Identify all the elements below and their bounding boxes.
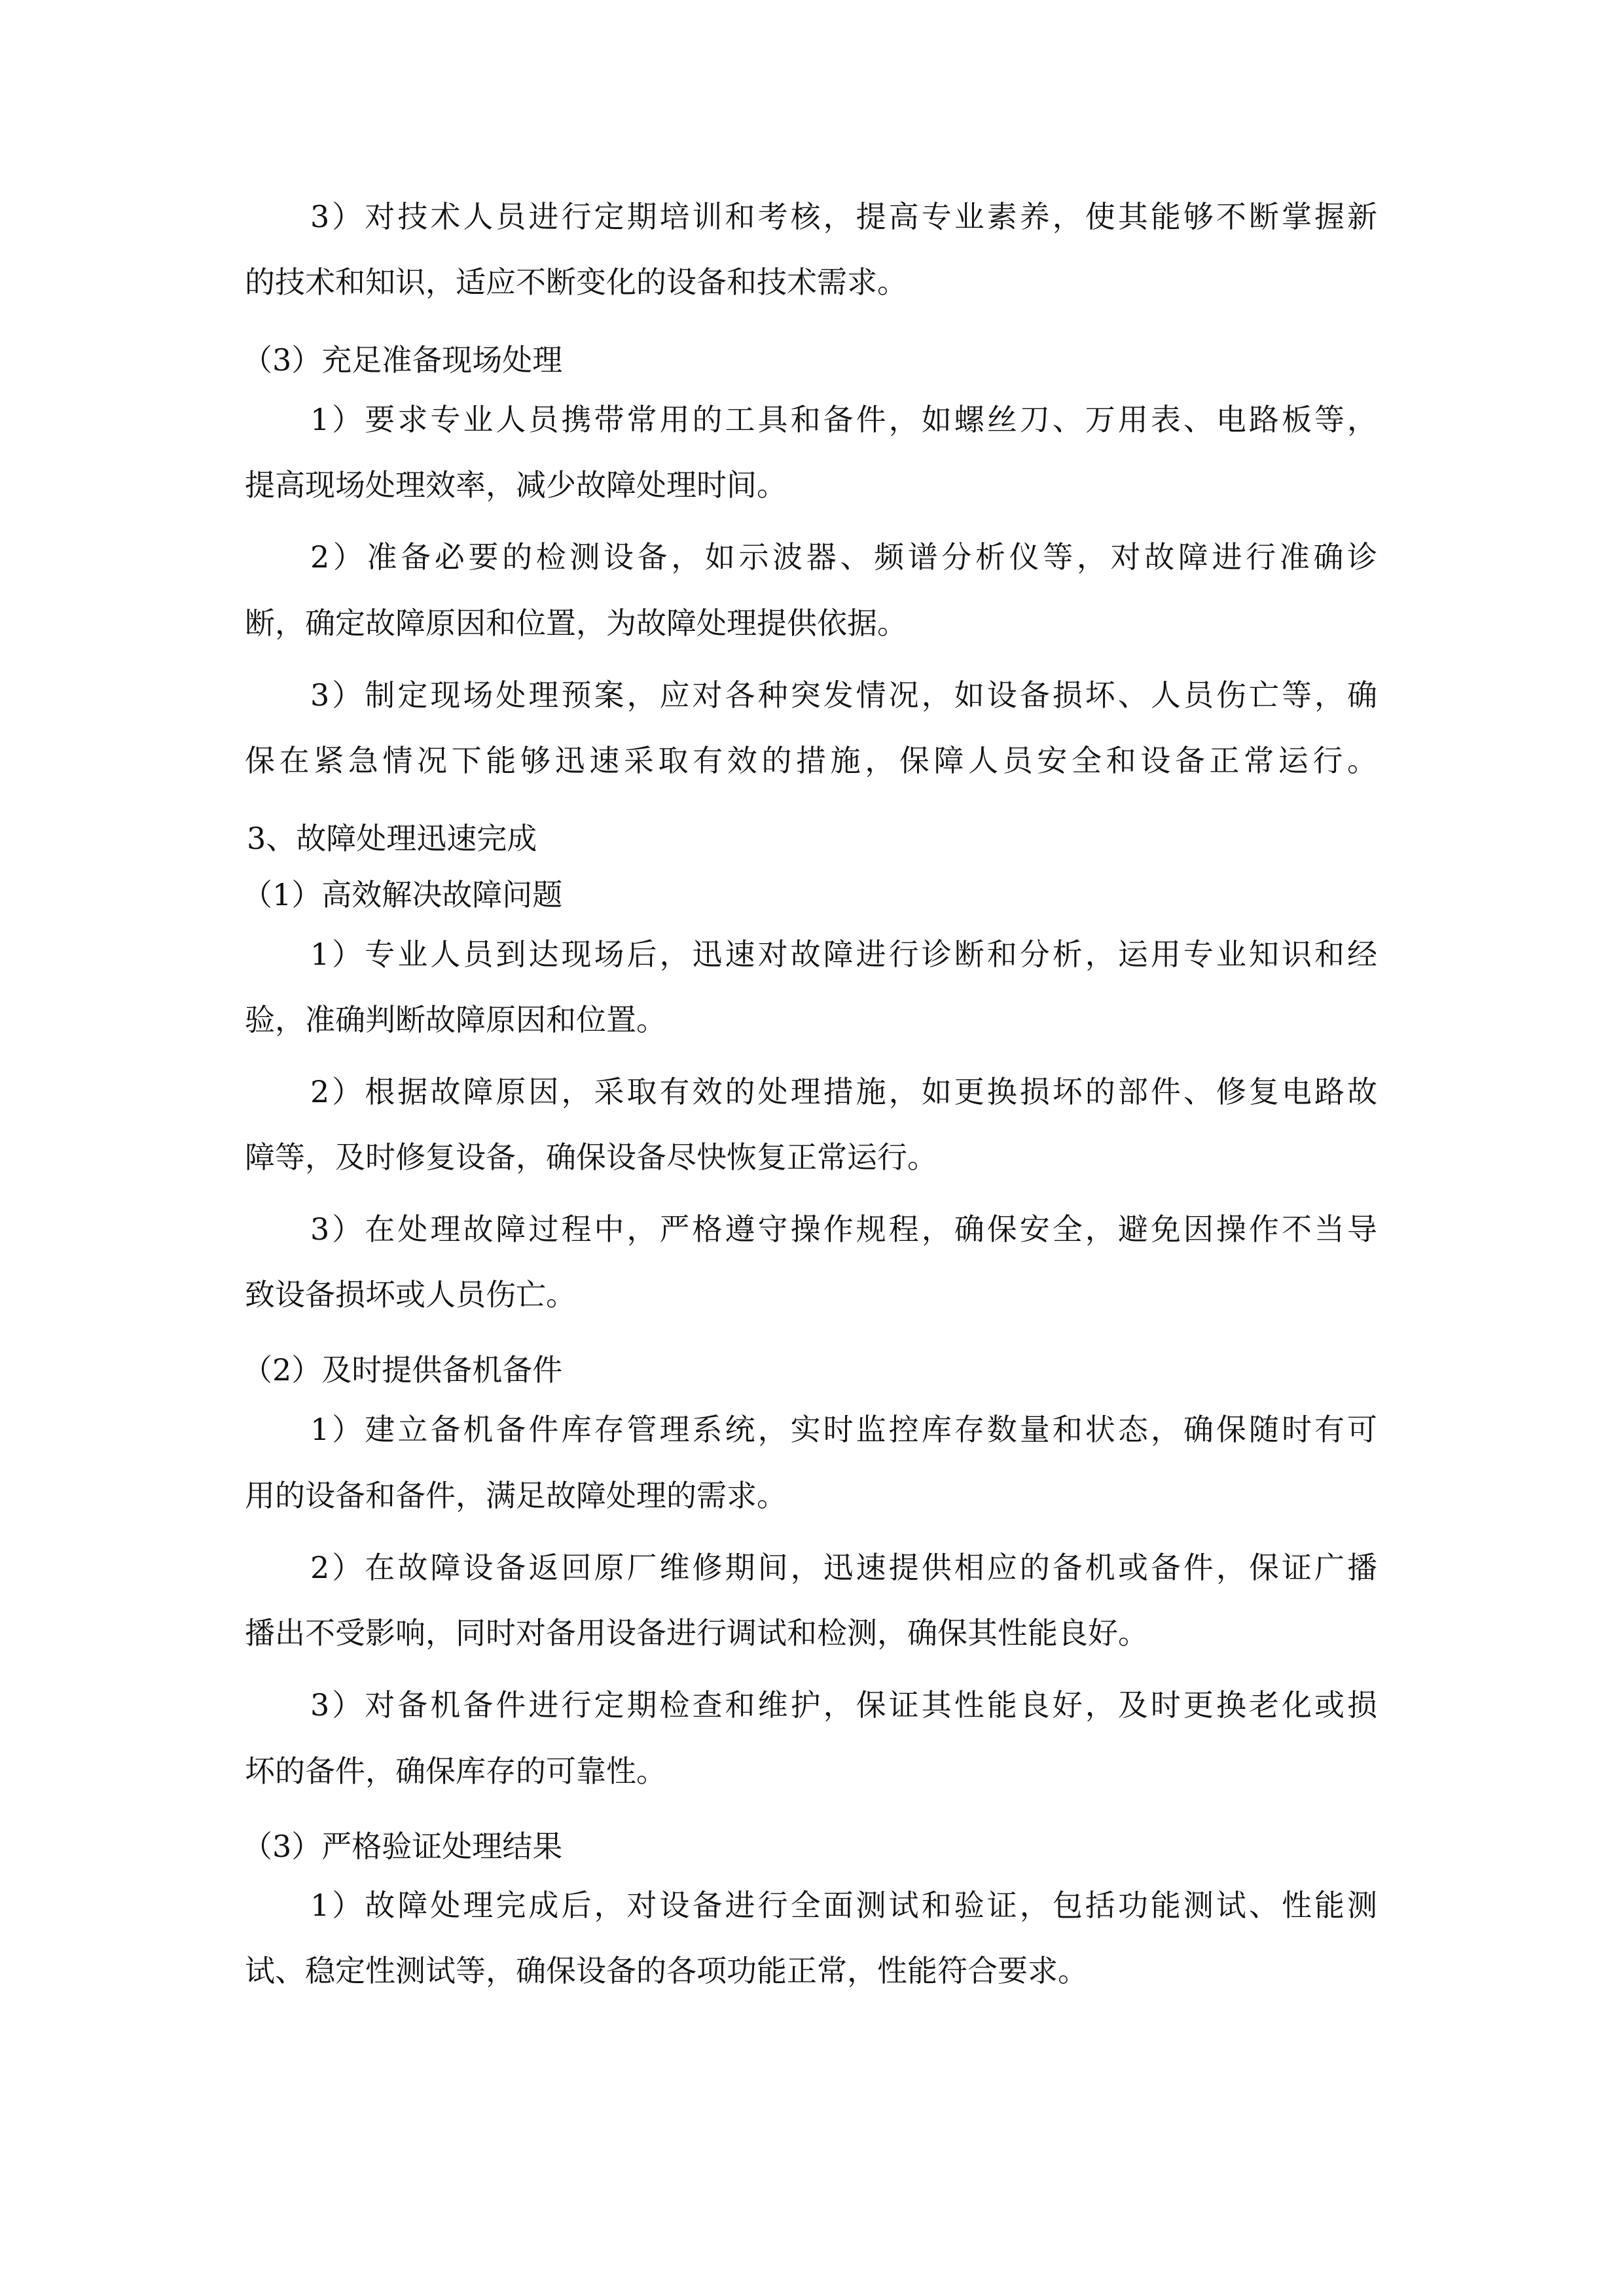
paragraph-line: 的技术和知识，适应不断变化的设备和技术需求。 (245, 264, 907, 300)
paragraph-line: 2）准备必要的检测设备，如示波器、频谱分析仪等，对故障进行准确诊 (310, 539, 1377, 575)
paragraph-line: 1）建立备机备件库存管理系统，实时监控库存数量和状态，确保随时有可 (310, 1412, 1377, 1447)
paragraph-line: 提高现场处理效率，减少故障处理时间。 (245, 467, 787, 503)
section-heading: （3）充足准备现场处理 (242, 342, 563, 378)
paragraph-line: 试、稳定性测试等，确保设备的各项功能正常，性能符合要求。 (245, 1953, 1088, 1988)
paragraph-line: 2）根据故障原因，采取有效的处理措施，如更换损坏的部件、修复电路故 (310, 1074, 1377, 1109)
section-heading: （3）严格验证处理结果 (242, 1829, 563, 1864)
paragraph-line: 障等，及时修复设备，确保设备尽快恢复正常运行。 (245, 1139, 937, 1175)
paragraph-line: 1）故障处理完成后，对设备进行全面测试和验证，包括功能测试、性能测 (310, 1888, 1377, 1923)
section-heading: （2）及时提供备机备件 (242, 1352, 563, 1388)
paragraph-line: 断，确定故障原因和位置，为故障处理提供依据。 (245, 605, 907, 641)
paragraph-line: 致设备损坏或人员伤亡。 (245, 1277, 576, 1312)
paragraph-line: 保在紧急情况下能够迅速采取有效的措施，保障人员安全和设备正常运行。 (245, 743, 1377, 778)
paragraph-line: 坏的备件，确保库存的可靠性。 (245, 1753, 666, 1789)
paragraph-line: 3）对技术人员进行定期培训和考核，提高专业素养，使其能够不断掌握新 (310, 199, 1377, 234)
paragraph-line: 2）在故障设备返回原厂维修期间，迅速提供相应的备机或备件，保证广播 (310, 1550, 1377, 1585)
paragraph-line: 3）制定现场处理预案，应对各种突发情况，如设备损坏、人员伤亡等，确 (310, 677, 1377, 713)
paragraph-line: 3）对备机备件进行定期检查和维护，保证其性能良好，及时更换老化或损 (310, 1687, 1377, 1723)
paragraph-line: 3）在处理故障过程中，严格遵守操作规程，确保安全，避免因操作不当导 (310, 1211, 1377, 1247)
paragraph-line: 1）要求专业人员携带常用的工具和备件，如螺丝刀、万用表、电路板等， (310, 402, 1377, 437)
paragraph-line: 验，准确判断故障原因和位置。 (245, 1002, 666, 1037)
paragraph-line: 播出不受影响，同时对备用设备进行调试和检测，确保其性能良好。 (245, 1615, 1148, 1651)
section-heading: 3、故障处理迅速完成 (247, 821, 537, 856)
section-heading: （1）高效解决故障问题 (242, 877, 563, 912)
paragraph-line: 用的设备和备件，满足故障处理的需求。 (245, 1478, 787, 1513)
paragraph-line: 1）专业人员到达现场后，迅速对故障进行诊断和分析，运用专业知识和经 (310, 937, 1377, 972)
